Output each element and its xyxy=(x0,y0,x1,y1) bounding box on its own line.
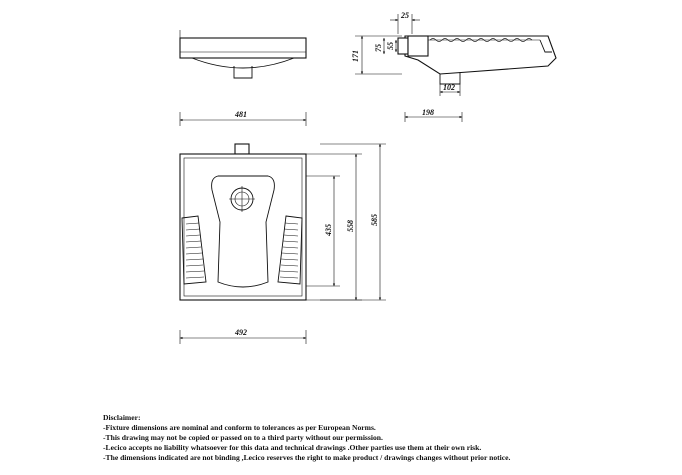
disclaimer-line: -This drawing may not be copied or passed on to a third party without our permission. xyxy=(103,433,383,442)
disclaimer-line: -Fixture dimensions are nominal and conform to tolerances as per European Norms. xyxy=(103,423,376,432)
dim-side-length: 198 xyxy=(422,108,434,117)
disclaimer-line: -Lecico accepts no liability whatsoever for this data and technical drawings .Other parties use them at their own risk. xyxy=(103,443,482,452)
dim-total-height: 585 xyxy=(370,214,379,226)
dim-side-height: 171 xyxy=(351,50,360,62)
dim-side-inner: 75 xyxy=(374,44,383,52)
side-elevation-view xyxy=(398,36,556,84)
dim-inner-height: 435 xyxy=(324,224,333,236)
dim-side-small: 55 xyxy=(386,42,395,50)
disclaimer-line: -The dimensions indicated are not binding ,Lecico reserves the right to make product / drawings changes without prior notice. xyxy=(103,453,511,462)
disclaimer-title: Disclaimer: xyxy=(103,413,141,422)
dim-bottom-width: 492 xyxy=(235,328,247,337)
disclaimer-block xyxy=(103,413,673,463)
dim-top-width: 481 xyxy=(235,110,247,119)
dim-top-depth: 25 xyxy=(401,11,409,20)
front-elevation-view xyxy=(180,30,306,78)
dim-outlet-width: 102 xyxy=(443,83,455,92)
dim-mid-height: 558 xyxy=(346,220,355,232)
plan-view xyxy=(180,144,306,300)
